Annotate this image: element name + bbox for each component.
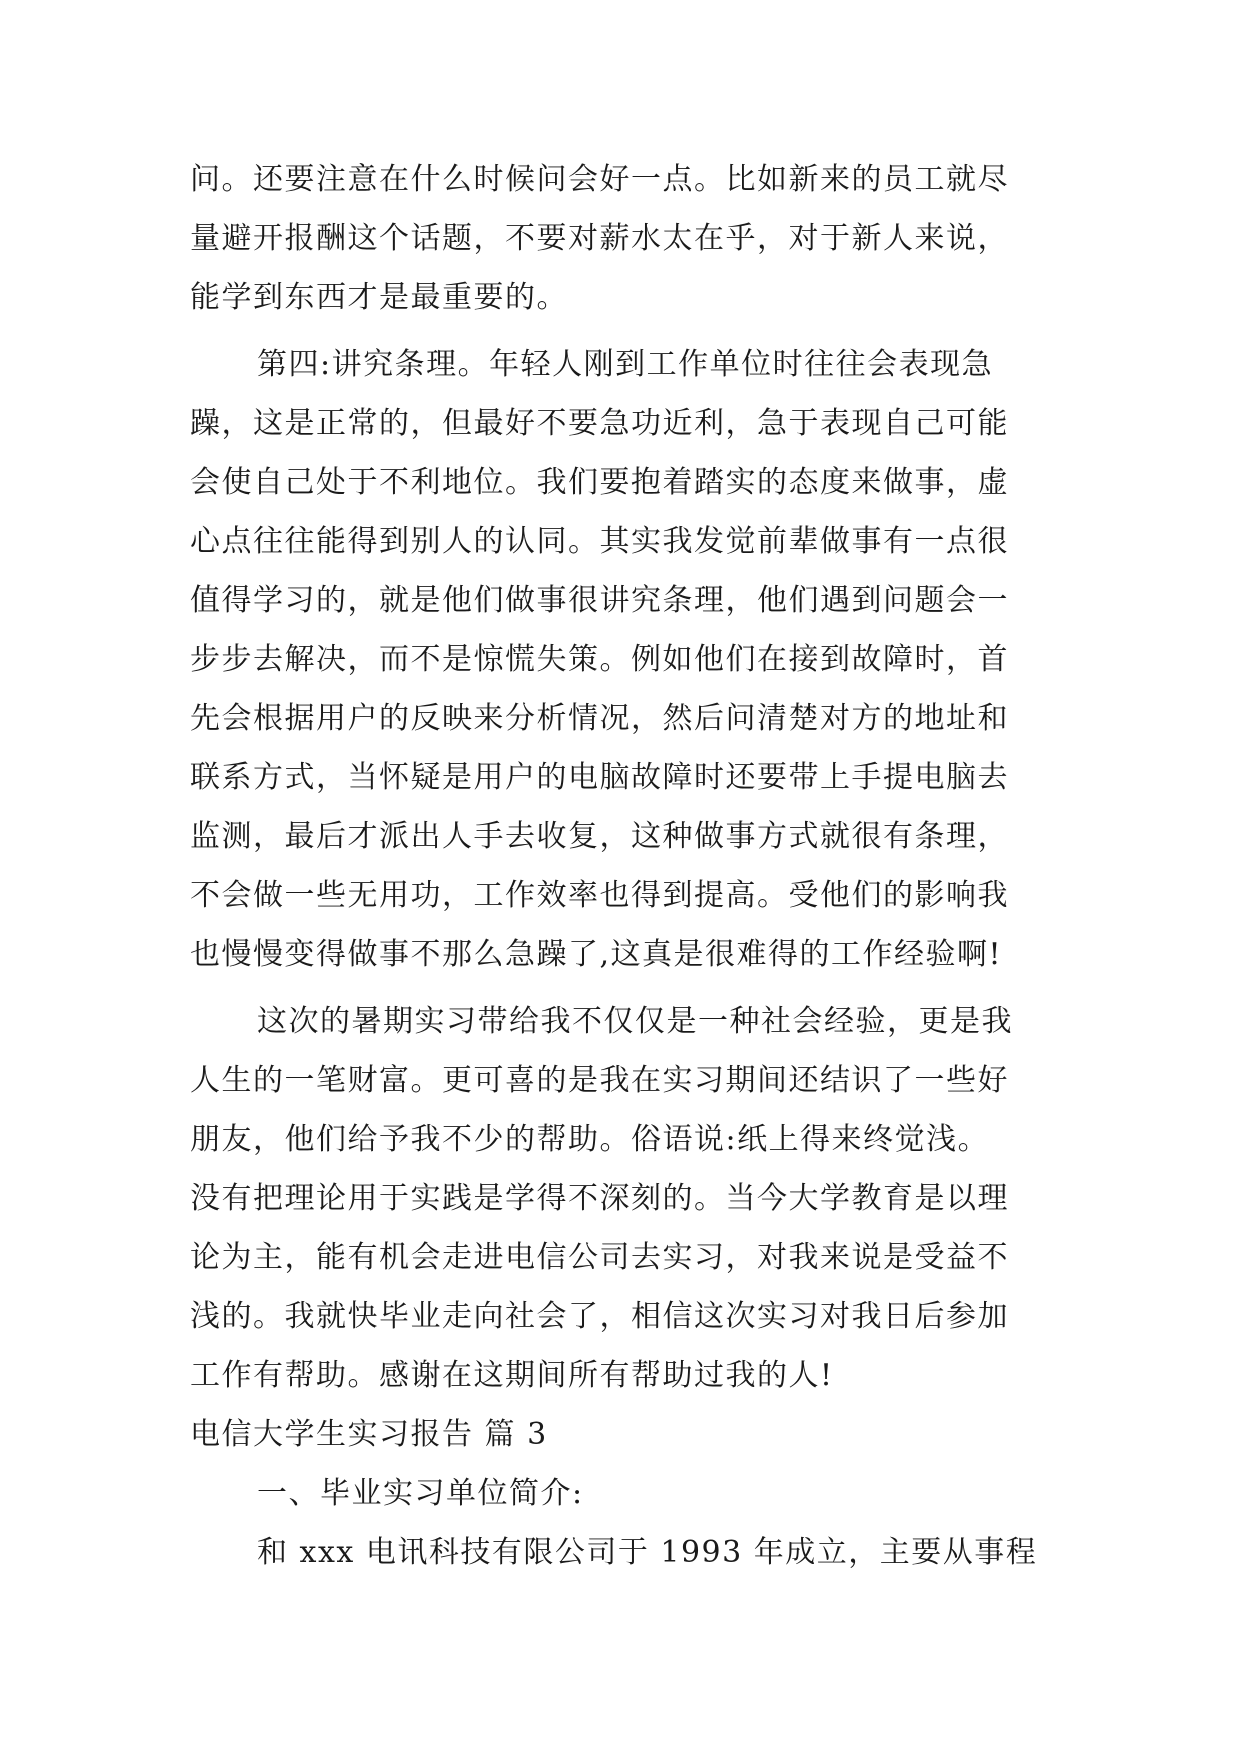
subsection-heading: 一、毕业实习单位简介: — [257, 1476, 584, 1511]
text-line: 工作有帮助。感谢在这期间所有帮助过我的人! — [190, 1358, 834, 1393]
section-heading: 电信大学生实习报告 篇 3 — [190, 1417, 548, 1452]
text-line: 心点往往能得到别人的认同。其实我发觉前辈做事有一点很 — [190, 524, 1009, 559]
text-line: 监测，最后才派出人手去收复，这种做事方式就很有条理， — [190, 819, 1009, 854]
text-line: 躁，这是正常的，但最好不要急功近利，急于表现自己可能 — [190, 406, 1009, 441]
text-line: 不会做一些无用功，工作效率也得到提高。受他们的影响我 — [190, 878, 1009, 913]
text-line: 联系方式，当怀疑是用户的电脑故障时还要带上手提电脑去 — [190, 760, 1009, 795]
text-line: 能学到东西才是最重要的。 — [190, 280, 568, 315]
text-line: 浅的。我就快毕业走向社会了，相信这次实习对我日后参加 — [190, 1299, 1009, 1334]
text-line: 没有把理论用于实践是学得不深刻的。当今大学教育是以理 — [190, 1181, 1009, 1216]
text-line: 步步去解决，而不是惊慌失策。例如他们在接到故障时，首 — [190, 642, 1009, 677]
text-line: 值得学习的，就是他们做事很讲究条理，他们遇到问题会一 — [190, 583, 1009, 618]
text-line: 量避开报酬这个话题，不要对薪水太在乎，对于新人来说， — [190, 221, 1009, 256]
text-line: 会使自己处于不利地位。我们要抱着踏实的态度来做事，虚 — [190, 465, 1009, 500]
paragraph-start-line: 和 xxx 电讯科技有限公司于 1993 年成立，主要从事程 — [257, 1535, 1038, 1570]
paragraph-start-line: 第四:讲究条理。年轻人刚到工作单位时往往会表现急 — [257, 347, 994, 382]
text-line: 论为主，能有机会走进电信公司去实习，对我来说是受益不 — [190, 1240, 1009, 1275]
text-line: 朋友，他们给予我不少的帮助。俗语说:纸上得来终觉浅。 — [190, 1122, 990, 1157]
text-line: 问。还要注意在什么时候问会好一点。比如新来的员工就尽 — [190, 162, 1009, 197]
document-body — [190, 150, 1052, 1582]
text-line: 人生的一笔财富。更可喜的是我在实习期间还结识了一些好 — [190, 1063, 1009, 1098]
paragraph-start-line: 这次的暑期实习带给我不仅仅是一种社会经验，更是我 — [257, 1004, 1013, 1039]
text-line: 先会根据用户的反映来分析情况，然后问清楚对方的地址和 — [190, 701, 1009, 736]
text-line: 也慢慢变得做事不那么急躁了,这真是很难得的工作经验啊! — [190, 937, 1003, 972]
